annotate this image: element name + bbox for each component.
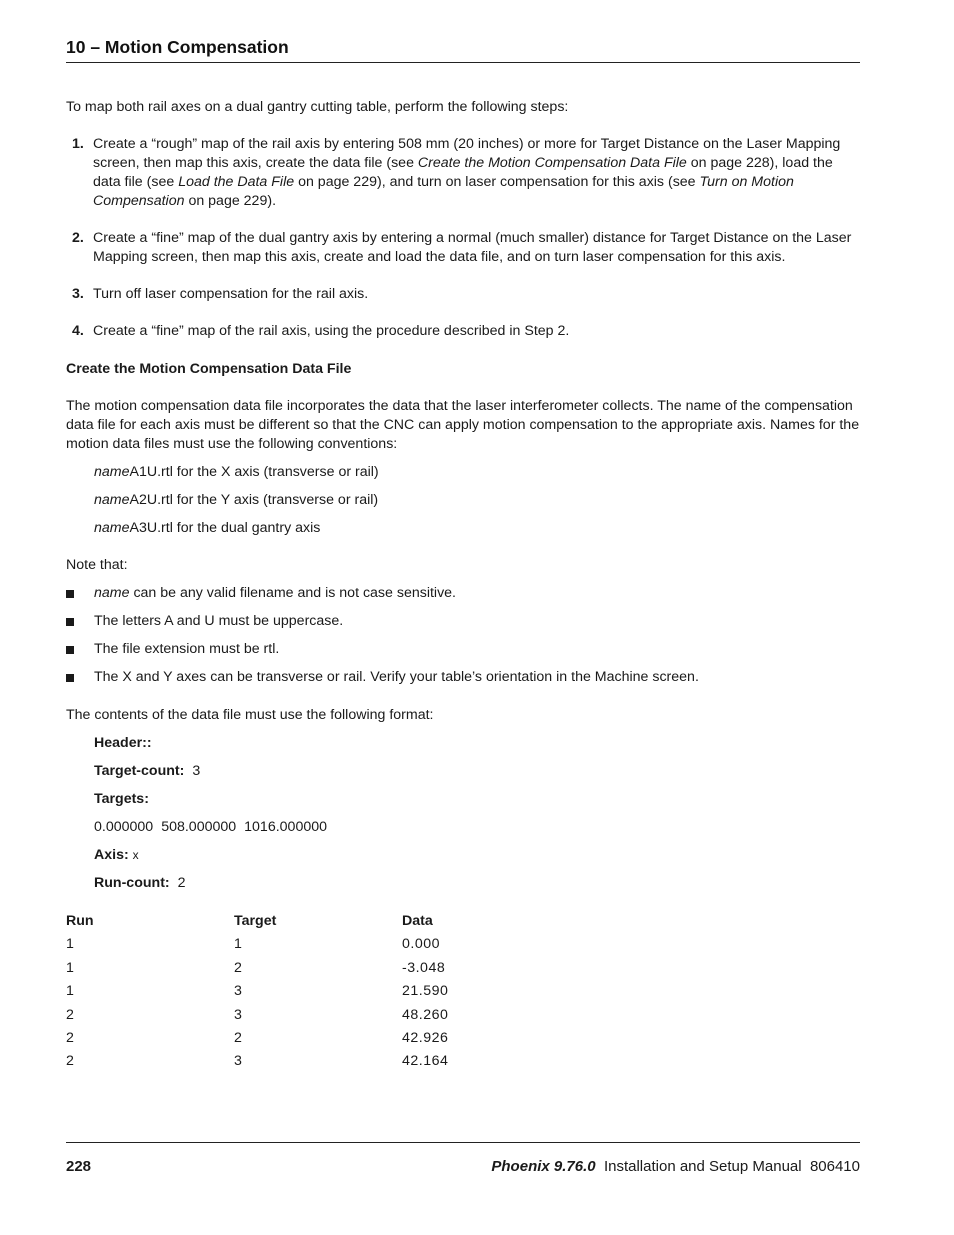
chapter-title: 10 – Motion Compensation	[66, 37, 289, 57]
table-cell-data: 48.260	[402, 1006, 449, 1023]
naming-convention-x	[94, 463, 379, 482]
convention-text: A1U.rtl for the X axis (transverse or rail)	[129, 464, 379, 480]
bullet-square-icon	[66, 674, 74, 682]
bullet-square-icon	[66, 590, 74, 598]
step-item-2	[66, 229, 860, 267]
column-header-target: Target	[234, 913, 277, 929]
format-value: 2	[177, 875, 186, 891]
cross-reference-link[interactable]: Create the Motion Compensation Data File	[417, 155, 687, 171]
format-axis	[94, 846, 139, 865]
table-row	[66, 959, 522, 982]
bullet-item	[66, 612, 860, 631]
table-cell-target: 2	[234, 959, 243, 976]
bullet-text: The file extension must be rtl.	[94, 641, 280, 657]
convention-prefix: name	[94, 464, 130, 480]
cross-reference-link[interactable]: Load the Data File	[178, 174, 295, 190]
bullet-item	[66, 584, 860, 603]
table-cell-run: 1	[66, 959, 75, 976]
table-cell-target: 3	[234, 1006, 243, 1023]
step-text-part: on page 229).	[184, 193, 277, 209]
convention-prefix: name	[94, 492, 130, 508]
manual-identifier	[491, 1157, 860, 1176]
table-row	[66, 1006, 522, 1029]
target-value: 508.000000	[161, 819, 237, 835]
target-value: 1016.000000	[244, 819, 328, 835]
bullet-square-icon	[66, 618, 74, 626]
table-cell-data: 21.590	[402, 983, 449, 1000]
format-value: 3	[192, 763, 201, 779]
format-targets-values	[94, 818, 327, 837]
step-text: Create a “fine” map of the dual gantry axis by entering a normal (much smaller) distance for Target Distance on the Laser Mapping screen, then map this axis, create and load the data file, and on turn laser compensation for this axis.	[93, 230, 852, 265]
format-targets-label: Targets:	[94, 791, 149, 807]
step-text-part: Create a “rough” map of the rail axis by entering 508 mm (20 inches) or more for Target Distance on the Laser Mapping screen, then map this axis, create the data file (see	[93, 136, 841, 171]
table-cell-target: 3	[234, 983, 243, 1000]
table-header-row	[66, 912, 522, 935]
step-text-part: on page 228), load the data file (see	[93, 155, 833, 190]
step-text-part: on page 229), and turn on laser compensation for this axis (see	[294, 174, 700, 190]
bullet-item	[66, 668, 860, 687]
table-cell-run: 2	[66, 1053, 75, 1070]
step-item-1	[66, 135, 860, 211]
table-row	[66, 1029, 522, 1052]
naming-convention-gantry	[94, 519, 320, 538]
format-header-label: Header::	[94, 735, 152, 751]
note-label: Note that:	[66, 557, 128, 573]
bullet-item	[66, 640, 860, 659]
cross-reference-link[interactable]: Turn on Motion Compensation	[93, 174, 794, 209]
table-cell-data: 0.000	[402, 936, 441, 953]
table-row	[66, 982, 522, 1005]
format-target-count	[94, 762, 200, 781]
page-footer	[66, 1142, 860, 1183]
format-value: x	[132, 848, 139, 862]
step-number: 1.	[72, 136, 84, 152]
step-item-4	[66, 322, 860, 341]
format-label: Axis:	[94, 847, 129, 863]
page-header	[66, 36, 860, 63]
column-header-data: Data	[402, 913, 433, 929]
intro-paragraph: To map both rail axes on a dual gantry cutting table, perform the following steps:	[66, 99, 569, 115]
page-number: 228	[66, 1158, 92, 1175]
format-label: Run-count:	[94, 875, 170, 891]
format-run-count	[94, 874, 186, 893]
bullet-text: The letters A and U must be uppercase.	[94, 613, 344, 629]
step-text	[93, 135, 860, 211]
step-number: 3.	[72, 286, 84, 302]
table-cell-target: 1	[234, 936, 243, 953]
convention-prefix: name	[94, 520, 130, 536]
section-heading: Create the Motion Compensation Data File	[66, 361, 352, 377]
convention-text: A2U.rtl for the Y axis (transverse or rail)	[129, 492, 379, 508]
table-cell-run: 1	[66, 936, 75, 953]
bullet-text: The X and Y axes can be transverse or rail. Verify your table’s orientation in the Machine screen.	[94, 669, 699, 685]
table-row	[66, 1052, 522, 1075]
run-data-table	[66, 912, 522, 1076]
table-cell-target: 2	[234, 1029, 243, 1046]
naming-convention-y	[94, 491, 378, 510]
product-name: Phoenix 9.76.0	[491, 1158, 596, 1175]
step-text: Turn off laser compensation for the rail axis.	[93, 286, 369, 302]
format-label: Target-count:	[94, 763, 185, 779]
bullet-square-icon	[66, 646, 74, 654]
target-value: 0.000000	[94, 819, 154, 835]
table-cell-run: 1	[66, 983, 75, 1000]
table-cell-target: 3	[234, 1053, 243, 1070]
table-cell-run: 2	[66, 1006, 75, 1023]
manual-title: Installation and Setup Manual	[603, 1158, 802, 1175]
table-cell-data: 42.926	[402, 1029, 449, 1046]
column-header-run: Run	[66, 913, 94, 929]
table-cell-data: -3.048	[402, 959, 446, 976]
step-text: Create a “fine” map of the rail axis, using the procedure described in Step 2.	[93, 323, 570, 339]
step-number: 2.	[72, 230, 84, 246]
part-number: 806410	[809, 1158, 860, 1175]
table-cell-run: 2	[66, 1029, 75, 1046]
table-cell-data: 42.164	[402, 1053, 449, 1070]
section-paragraph: The motion compensation data file incorporates the data that the laser interferometer collects. The name of the compensation data file for each axis must be different so that the CNC can apply motion compensation to the appropriate axis. Names for the motion data files must use the following conventions:	[66, 398, 860, 452]
convention-text: A3U.rtl for the dual gantry axis	[129, 520, 321, 536]
step-number: 4.	[72, 323, 84, 339]
step-item-3	[66, 285, 860, 304]
format-intro: The contents of the data file must use the following format:	[66, 707, 434, 723]
table-row	[66, 935, 522, 958]
bullet-italic: name	[94, 585, 130, 601]
bullet-text: can be any valid filename and is not case sensitive.	[129, 585, 456, 601]
